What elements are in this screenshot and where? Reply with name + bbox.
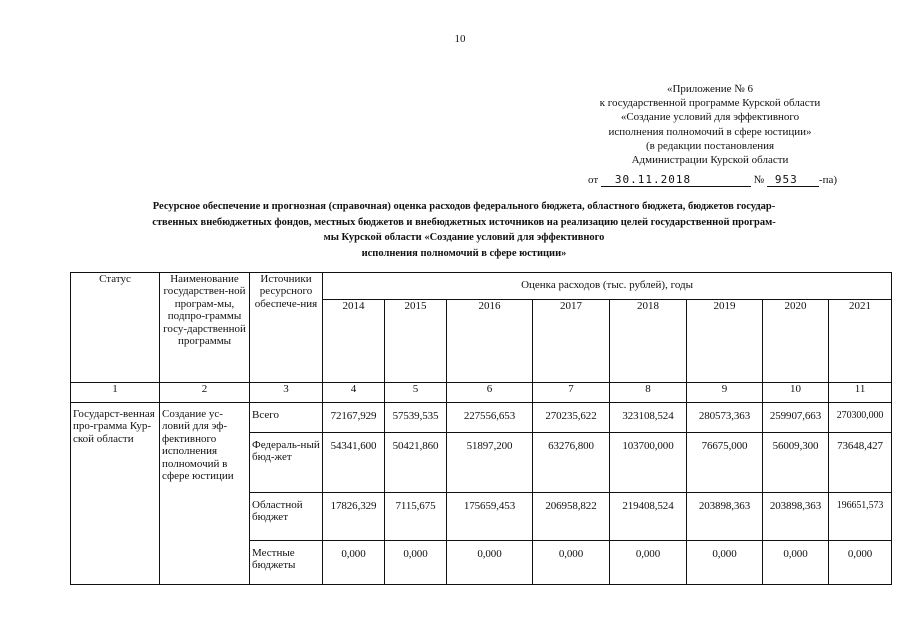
column-number: 10 bbox=[763, 383, 829, 403]
value-cell: 0,000 bbox=[763, 541, 829, 585]
value-cell: 203898,363 bbox=[763, 493, 829, 541]
value-cell: 72167,929 bbox=[323, 403, 385, 433]
year-2021: 2021 bbox=[829, 300, 892, 383]
header-estimate: Оценка расходов (тыс. рублей), годы bbox=[323, 273, 892, 300]
resource-table bbox=[70, 272, 892, 585]
title-line: ственных внебюджетных фондов, местных бюджетов и внебюджетных источников на реализацию целей государственной програм- bbox=[152, 216, 776, 228]
table-row-total bbox=[71, 403, 892, 433]
value-cell: 323108,524 bbox=[610, 403, 687, 433]
value-cell: 7115,675 bbox=[385, 493, 447, 541]
column-number: 4 bbox=[323, 383, 385, 403]
year-2020: 2020 bbox=[763, 300, 829, 383]
value-cell: 76675,000 bbox=[687, 433, 763, 493]
title-line: Ресурсное обеспечение и прогнозная (справочная) оценка расходов федерального бюджета, областного бюджета, бюджетов государ- bbox=[152, 201, 776, 212]
value-cell: 227556,653 bbox=[447, 403, 533, 433]
appendix-line: (в редакции постановления bbox=[645, 139, 775, 152]
value-cell: 0,000 bbox=[829, 541, 892, 585]
value-cell: 17826,329 bbox=[323, 493, 385, 541]
column-number: 9 bbox=[687, 383, 763, 403]
value-cell: 270300,000 bbox=[829, 403, 892, 433]
value-cell: 0,000 bbox=[610, 541, 687, 585]
header-status: Статус bbox=[71, 273, 160, 383]
appendix-line: исполнения полномочий в сфере юстиции» bbox=[608, 125, 812, 138]
order-date: 30.11.2018 bbox=[601, 174, 751, 187]
value-cell: 259907,663 bbox=[763, 403, 829, 433]
value-cell: 50421,860 bbox=[385, 433, 447, 493]
title-line: исполнения полномочий в сфере юстиции» bbox=[361, 247, 567, 259]
value-cell: 0,000 bbox=[533, 541, 610, 585]
source-cell: Местные бюджеты bbox=[250, 541, 323, 585]
appendix-line: к государственной программе Курской области bbox=[599, 97, 821, 110]
column-number: 8 bbox=[610, 383, 687, 403]
value-cell: 196651,573 bbox=[829, 493, 892, 541]
value-cell: 0,000 bbox=[385, 541, 447, 585]
value-cell: 54341,600 bbox=[323, 433, 385, 493]
value-cell: 219408,524 bbox=[610, 493, 687, 541]
order-reference bbox=[588, 174, 837, 187]
from-label: от bbox=[588, 174, 599, 186]
year-2017: 2017 bbox=[533, 300, 610, 383]
source-cell: Федераль-ный бюд-жет bbox=[250, 433, 323, 493]
number-label: № bbox=[753, 174, 765, 186]
value-cell: 63276,800 bbox=[533, 433, 610, 493]
document-title bbox=[70, 199, 858, 261]
column-number-row bbox=[71, 383, 892, 403]
year-2014: 2014 bbox=[323, 300, 385, 383]
year-2019: 2019 bbox=[687, 300, 763, 383]
column-number: 5 bbox=[385, 383, 447, 403]
status-cell: Государст-венная про-грамма Кур-ской области bbox=[71, 403, 160, 585]
year-2018: 2018 bbox=[610, 300, 687, 383]
value-cell: 175659,453 bbox=[447, 493, 533, 541]
page-number: 10 bbox=[454, 33, 466, 45]
value-cell: 51897,200 bbox=[447, 433, 533, 493]
column-number: 7 bbox=[533, 383, 610, 403]
value-cell: 56009,300 bbox=[763, 433, 829, 493]
order-number: 953 bbox=[767, 174, 819, 187]
column-number: 6 bbox=[447, 383, 533, 403]
title-line: мы Курской области «Создание условий для эффективного bbox=[323, 232, 605, 243]
program-name-cell: Создание ус-ловий для эф-фективного исполнения полномочий в сфере юстиции bbox=[160, 403, 250, 585]
year-2015: 2015 bbox=[385, 300, 447, 383]
value-cell: 0,000 bbox=[687, 541, 763, 585]
value-cell: 0,000 bbox=[447, 541, 533, 585]
column-number: 1 bbox=[71, 383, 160, 403]
value-cell: 73648,427 bbox=[829, 433, 892, 493]
header-sources: Источники ресурсного обеспече-ния bbox=[250, 273, 323, 383]
appendix-header bbox=[560, 82, 860, 167]
appendix-line: Администрации Курской области bbox=[631, 154, 789, 167]
order-suffix: -па) bbox=[818, 174, 838, 186]
value-cell: 280573,363 bbox=[687, 403, 763, 433]
header-program-name: Наименование государствен-ной програм-мы, подпро-граммы госу-дарственной программы bbox=[160, 273, 250, 383]
appendix-line: «Приложение № 6 bbox=[666, 83, 754, 95]
appendix-line: «Создание условий для эффективного bbox=[620, 111, 800, 124]
value-cell: 0,000 bbox=[323, 541, 385, 585]
column-number: 3 bbox=[250, 383, 323, 403]
value-cell: 270235,622 bbox=[533, 403, 610, 433]
value-cell: 57539,535 bbox=[385, 403, 447, 433]
value-cell: 203898,363 bbox=[687, 493, 763, 541]
column-number: 2 bbox=[160, 383, 250, 403]
value-cell: 103700,000 bbox=[610, 433, 687, 493]
source-cell: Областной бюджет bbox=[250, 493, 323, 541]
value-cell: 206958,822 bbox=[533, 493, 610, 541]
column-number: 11 bbox=[829, 383, 892, 403]
source-cell: Всего bbox=[250, 403, 323, 433]
header-row bbox=[71, 273, 892, 300]
year-2016: 2016 bbox=[447, 300, 533, 383]
